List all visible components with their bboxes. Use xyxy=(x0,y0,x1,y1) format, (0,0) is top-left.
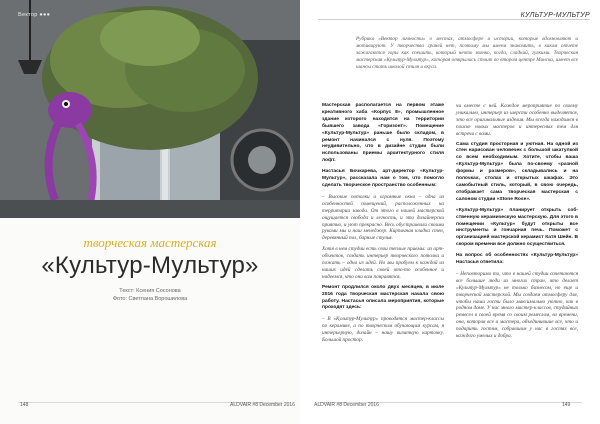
section-tag: Вектор ●●● xyxy=(18,12,51,18)
quote-paragraph: – Неповторимо то, что в нашей студии сочетаются все большие люди из многих стран, что делает «Культур-Мультур» не только бизнесом, но еще и творческой мастерской. Мы создаем атмосферу для, чтобы наши гости было максимально уютно, как в родном доме. У нас много мастер-классов, студийных ремесел в своей время со своим ремеслом, во времени, она, которая все и мастера, объединившие все, что и подарить гостям, собравшим у нас в гостях все, каждого умелых и добра. xyxy=(456,270,578,340)
lead-paragraph: Рубрика «Вектор личности» о местах, атмосфере и истории, которые вдохновляют и мотивируют. У творчества граней нет, поэтому мы имеем знакомить, в каком отчете зажигаются горы как спешить, который нечто звонко, когда, сладкий, гулкими. Творческая мастерская «Культур-Мультур», которая открылась стоит во втором центре Минска, имеет все шансы стать школой стиля и вкуса. xyxy=(356,36,578,70)
running-header: КУЛЬТУР-МУЛЬТУР xyxy=(520,12,590,19)
paragraph: Настасья Бочкарева, арт-директор «Культур-Мультур», рассказала нам о том, что помогло сделать творческое пространство особенным: xyxy=(322,169,444,188)
magazine-issue-left: ALDVAIR #8 December 2016 xyxy=(230,402,295,408)
page-number-left: 148 xyxy=(20,402,29,408)
text-column-1 xyxy=(322,103,444,348)
paragraph: На вопрос об особенностях «Культур-Мультур» Настасья ответила: xyxy=(456,253,578,266)
page-number-right: 149 xyxy=(562,402,571,408)
credit-photo: Фото: Светлана Ворошилова xyxy=(112,296,188,302)
paragraph: Сама студия просторная и уютная. На одной из стен нарисован человечек с большой шкатулкой со всем необходимым. Хотите, чтобы ваша «Культур-Мультур» была по-своему «разной формы и размеров», складывались и на полочках, столах и открытых шкафах. Это самобытный стиль, который, в свою очередь, отображает сама творческая мастерская с салоном студии «Stone Rose». xyxy=(456,141,578,202)
paragraph: «Культур-Мультур» планирует открыть собственную керамическую мастерскую. Для этого в помещении «Культур» будут открыты все инструменты и гончарная печь. Поможет с организацией мастерской керамист Катя Шейн. В скором времени все должно осуществиться. xyxy=(456,207,578,248)
article-title: «Культур-Мультур» xyxy=(41,252,259,279)
text-column-2 xyxy=(456,103,578,344)
quote-paragraph: – Высокие потолки и огромные окна – одна из особенностей помещений, расположенных на территории завода. От этого в нашей мастерской ощущается свобода и легкость, и это дизайнерски приятно, и уют прекрасно. Весь обустраивали своими руками мы и наш менеджер. Кирпичная кладка стен, деревянный пол, барные стулья. xyxy=(322,193,444,242)
quote-paragraph: Хотя в нем студии есть свои теплые приемы: из арт-объектов, создать интерьер творческого потолка и пожать – одна из идей. Но мы пробуем к каждой из наших идей сделать своей что-то особенное и надеемся, что они вам понравятся. xyxy=(322,246,444,280)
right-page xyxy=(300,0,600,424)
quote-paragraph: – В «Культур-Мультур» проводятся мастер-классы по керамике, а по творческим обучающим курсам, я интерьерную, дизайн – нашу визитную карточку. Большой простор. xyxy=(322,316,444,344)
credits xyxy=(0,287,300,303)
credit-text: Текст: Ксения Сосонова xyxy=(119,288,181,294)
paragraph: Ремонт продлился около двух месяцев, в июле 2016 года творческая мастерская начала свою работу. Настасья описала мероприятия, которые проходят здесь: xyxy=(322,284,444,311)
quote-paragraph: чи вместе с ней. Каждое мероприятие по своему уникально, интерьер из шерсти особенно выделяется, это все оригинальные изделия. Мы всегда находимся в поиске новых мастеров и интересных тем для встречи с вами. xyxy=(456,103,578,137)
article-subtitle: творческая мастерская xyxy=(83,235,217,250)
paragraph: Мастерская располагается на первом этаже креативного хаба «Корпус 8», промышленное здание которого находится на территории бывшего завода «Горизонт». Помещение «Культур-Мультур» раньше было складом, в ремонт начинался с нуля. Поэтому неудивительно, что в дизайне студии были использованы приемы архитектурного стиля лофт. xyxy=(322,103,444,164)
studio-photo xyxy=(0,0,300,218)
magazine-issue-right: ALDVAIR #8 December 2016 xyxy=(314,402,379,408)
